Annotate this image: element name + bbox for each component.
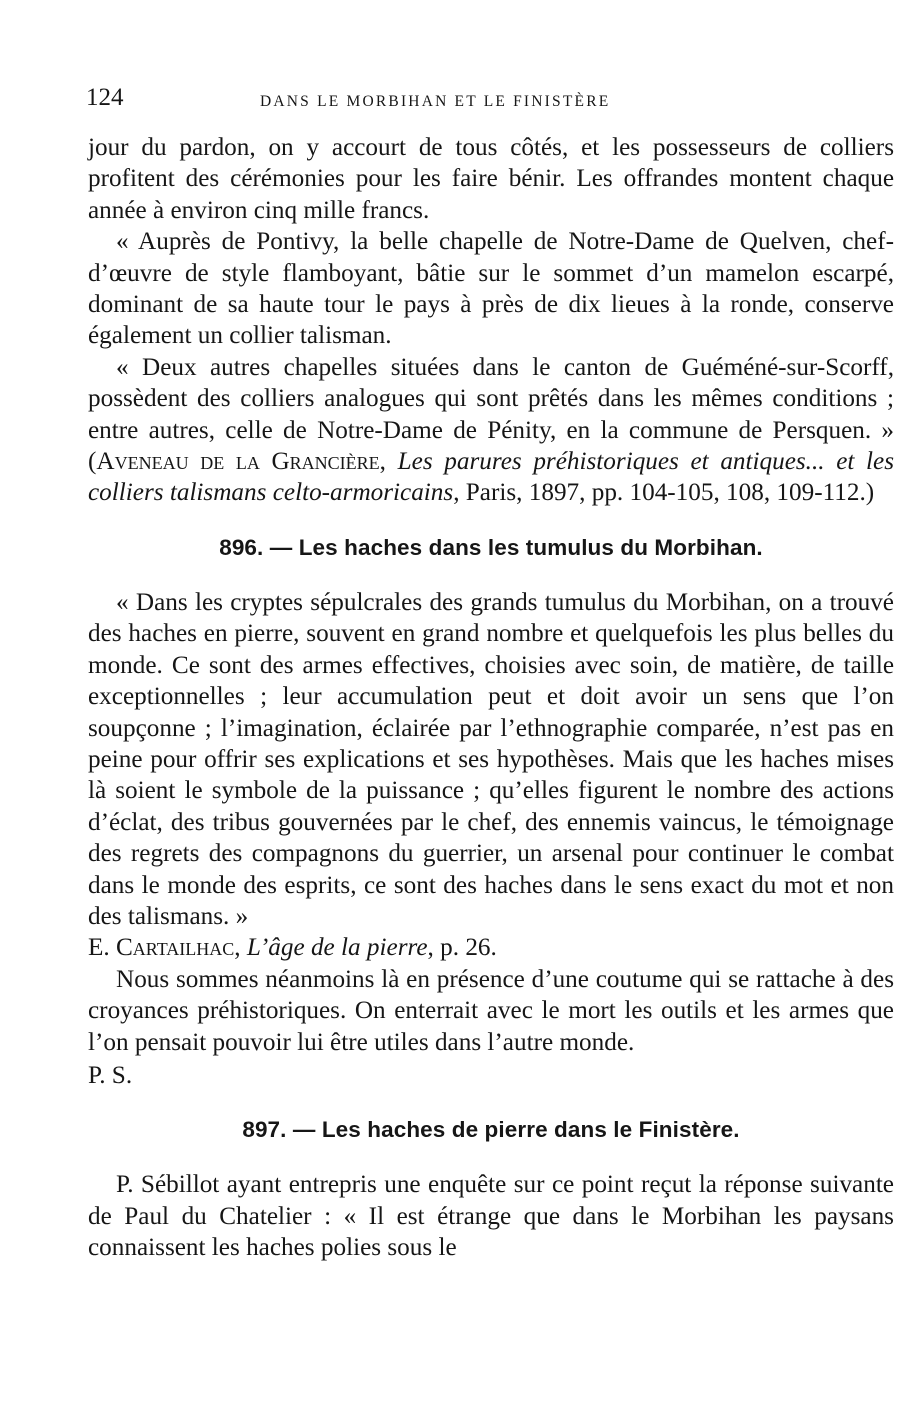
citation-title: Les parures préhistoriques et antiques... et les colliers talismans celto-armoricains [88,448,895,507]
page-number: 124 [86,84,124,111]
paragraph-guemene [88,352,894,509]
citation-reference: , Paris, 1897, pp. 104-105, 108, 109-112.) [453,479,875,507]
citation-cartailhac [88,932,894,963]
guemene-quote: « Deux autres chapelles situées dans le canton de Guéméné-sur-Scorff, possèdent des colliers analogues qui sont prêtés dans les mêmes conditions ; entre autres, celle de Notre-Dame de Pénity, en la commune de Persquen. » ( [88,353,894,476]
citation-author: E. Cartailhac [88,934,235,962]
paragraph-quelven: « Auprès de Pontivy, la belle chapelle de Notre-Dame de Quelven, chef-d’œuvre de style flamboyant, bâtie sur le sommet d’un mamelon escarpé, dominant de sa haute tour le pays à près de dix lieues à la ronde, conserve également un collier talisman. [88,228,894,350]
page-header [86,84,896,118]
citation-author: Aveneau de la Grancière [96,448,380,476]
running-head: DANS LE MORBIHAN ET LE FINISTÈRE [260,93,611,110]
paragraph-pardon: jour du pardon, on y accourt de tous côtés, et les possesseurs de colliers profitent des cérémonies pour les faire bénir. Les offrandes montent chaque année à environ cinq mille francs. [88,134,894,224]
citation-separator: , [234,934,247,962]
signature: P. S. [88,1061,133,1089]
section-heading-896: 896. — Les haches dans les tumulus du Morbihan. [219,534,763,560]
paragraph-sebillot: P. Sébillot ayant entrepris une enquête sur ce point reçut la réponse suivante de Paul du Chatelier : « Il est étrange que dans le Morbihan les paysans connaissent les haches polies sous le [88,1171,894,1262]
citation-separator: , [379,448,398,476]
paragraph-tumulus-quote: « Dans les cryptes sépulcrales des grands tumulus du Morbihan, on a trouvé des haches en pierre, souvent en grand nombre et quelquefois les plus belles du monde. Ce sont des armes effectives, choisies avec soin, de matière, de taille exceptionnelles ; leur accumulation peut et doit avoir un sens que l’on soupçonne ; l’imagination, éclairée par l’ethnographie comparée, n’est pas en peine pour offrir ses explications et ses hypothèses. Mais que les haches mises là soient le symbole de la puissance ; qu’elles figurent le nombre des actions d’éclat, des tribus gouvernées par le chef, des ennemis vaincus, le témoignage des regrets des compagnons du guerrier, un arsenal pour continuer le combat dans le monde des esprits, ce sont des haches dans le sens exact du mot et non des talismans. » [88,588,894,930]
body-text [88,132,894,1264]
citation-title: L’âge de la pierre [246,934,428,962]
paragraph-comment: Nous sommes néanmoins là en présence d’une coutume qui se rattache à des croyances préhistoriques. On enterrait avec le mort les outils et les armes que l’on pensait pouvoir lui être utiles dans l’autre monde. [88,965,894,1056]
citation-page: , p. 26. [427,934,497,962]
section-heading-897: 897. — Les haches de pierre dans le Finistère. [242,1117,740,1143]
